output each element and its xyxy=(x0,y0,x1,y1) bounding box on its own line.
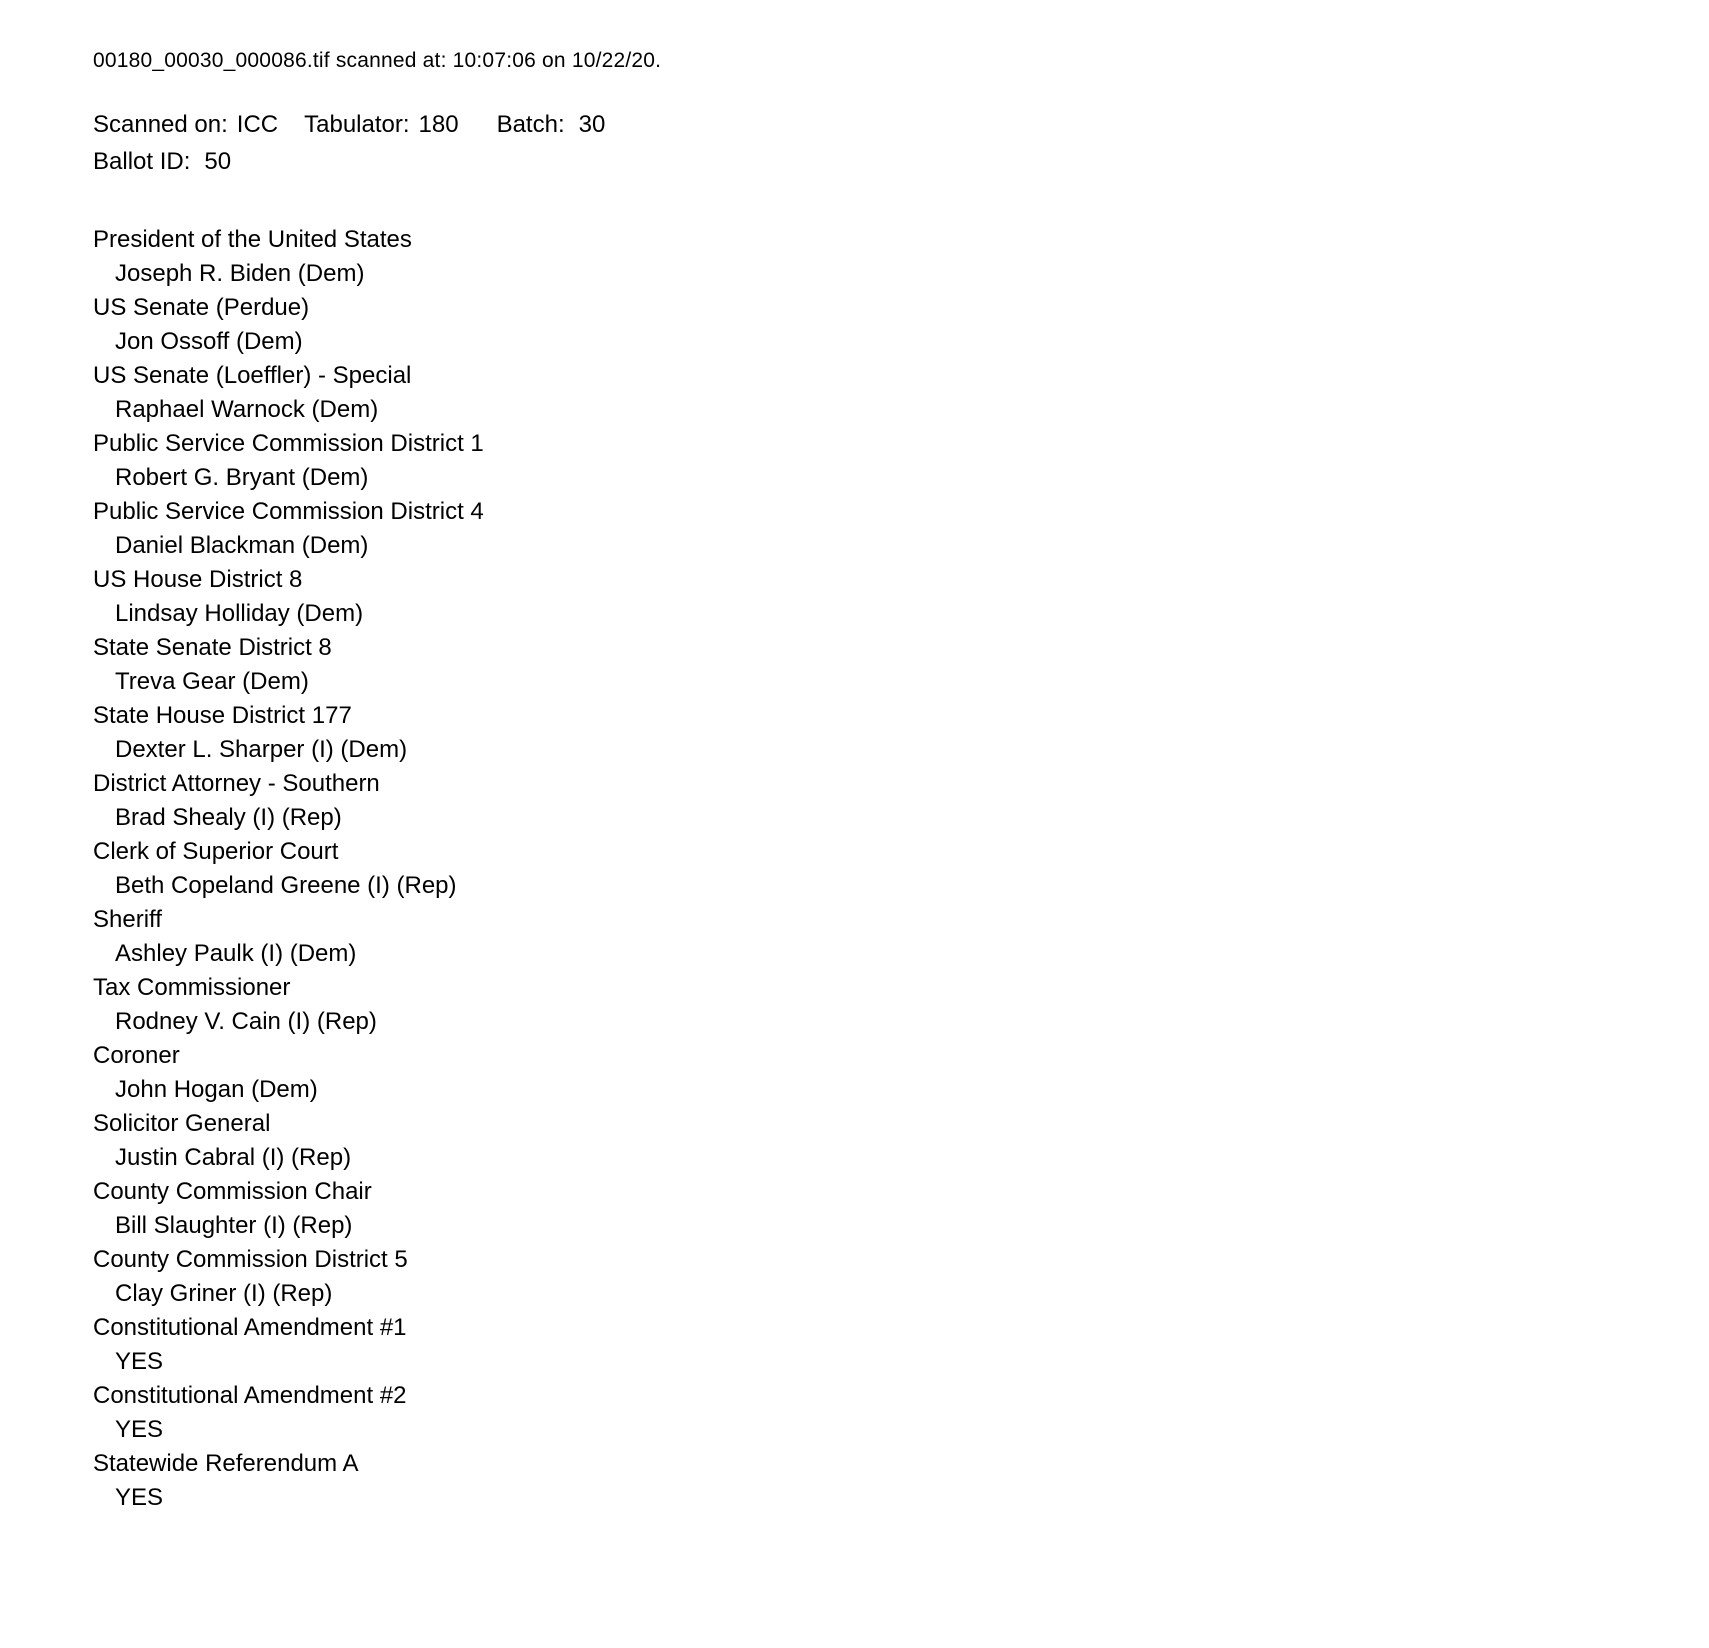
batch-value: 30 xyxy=(578,111,606,138)
contest-title: District Attorney - Southern xyxy=(93,770,380,797)
contest-selection: Bill Slaughter (I) (Rep) xyxy=(115,1212,353,1239)
scan-filename-line: 00180_00030_000086.tif scanned at: 10:07:06 on 10/22/20. xyxy=(93,49,662,72)
contest-selection: Treva Gear (Dem) xyxy=(115,668,309,695)
contest-title: Sheriff xyxy=(93,906,162,933)
contest-title: Clerk of Superior Court xyxy=(93,838,339,865)
contest-title: County Commission Chair xyxy=(93,1178,372,1205)
contest-title: County Commission District 5 xyxy=(93,1246,408,1273)
contest-selection: Ashley Paulk (I) (Dem) xyxy=(115,940,357,967)
contest-selection: Lindsay Holliday (Dem) xyxy=(115,600,364,627)
contest-selection: Joseph R. Biden (Dem) xyxy=(115,260,365,287)
contest-selection: Jon Ossoff (Dem) xyxy=(115,328,303,355)
contest-title: Public Service Commission District 4 xyxy=(93,498,484,525)
contest-selection: Justin Cabral (I) (Rep) xyxy=(115,1144,352,1171)
batch-label: Batch: xyxy=(496,111,565,138)
contest-selection: John Hogan (Dem) xyxy=(115,1076,318,1103)
contest-selection: Dexter L. Sharper (I) (Dem) xyxy=(115,736,408,763)
contest-title: State Senate District 8 xyxy=(93,634,332,661)
contest-title: Constitutional Amendment #2 xyxy=(93,1382,407,1409)
contest-title: Statewide Referendum A xyxy=(93,1450,359,1477)
contest-selection: Raphael Warnock (Dem) xyxy=(115,396,379,423)
contest-selection: YES xyxy=(115,1484,164,1511)
contest-selection: YES xyxy=(115,1348,164,1375)
ballot-id-value: 50 xyxy=(204,148,232,175)
ballot-id-line xyxy=(93,143,1649,180)
contest-title: Coroner xyxy=(93,1042,180,1069)
contest-title: Constitutional Amendment #1 xyxy=(93,1314,407,1341)
scanned-on-label: Scanned on: xyxy=(93,111,228,138)
tabulator-value: 180 xyxy=(418,111,459,138)
ballot-id-label: Ballot ID: xyxy=(93,148,191,175)
contest-title: State House District 177 xyxy=(93,702,352,729)
contest-selection: Clay Griner (I) (Rep) xyxy=(115,1280,333,1307)
contest-selection: Daniel Blackman (Dem) xyxy=(115,532,369,559)
contest-title: President of the United States xyxy=(93,226,412,253)
tabulator-label: Tabulator: xyxy=(304,111,410,138)
scanner-info-line xyxy=(93,106,1649,143)
contest-selection: Brad Shealy (I) (Rep) xyxy=(115,804,342,831)
contest-selection: Robert G. Bryant (Dem) xyxy=(115,464,369,491)
contest-title: US Senate (Loeffler) - Special xyxy=(93,362,412,389)
contest-title: US House District 8 xyxy=(93,566,303,593)
scan-meta-block xyxy=(93,106,1649,180)
contest-selection: Rodney V. Cain (I) (Rep) xyxy=(115,1008,377,1035)
contest-selection: Beth Copeland Greene (I) (Rep) xyxy=(115,872,457,899)
contest-title: Solicitor General xyxy=(93,1110,271,1137)
contest-title: Public Service Commission District 1 xyxy=(93,430,484,457)
contest-list xyxy=(93,223,1649,1515)
contest-title: Tax Commissioner xyxy=(93,974,291,1001)
contest-title: US Senate (Perdue) xyxy=(93,294,310,321)
scanned-on-value: ICC xyxy=(236,111,279,138)
contest-selection: YES xyxy=(115,1416,164,1443)
